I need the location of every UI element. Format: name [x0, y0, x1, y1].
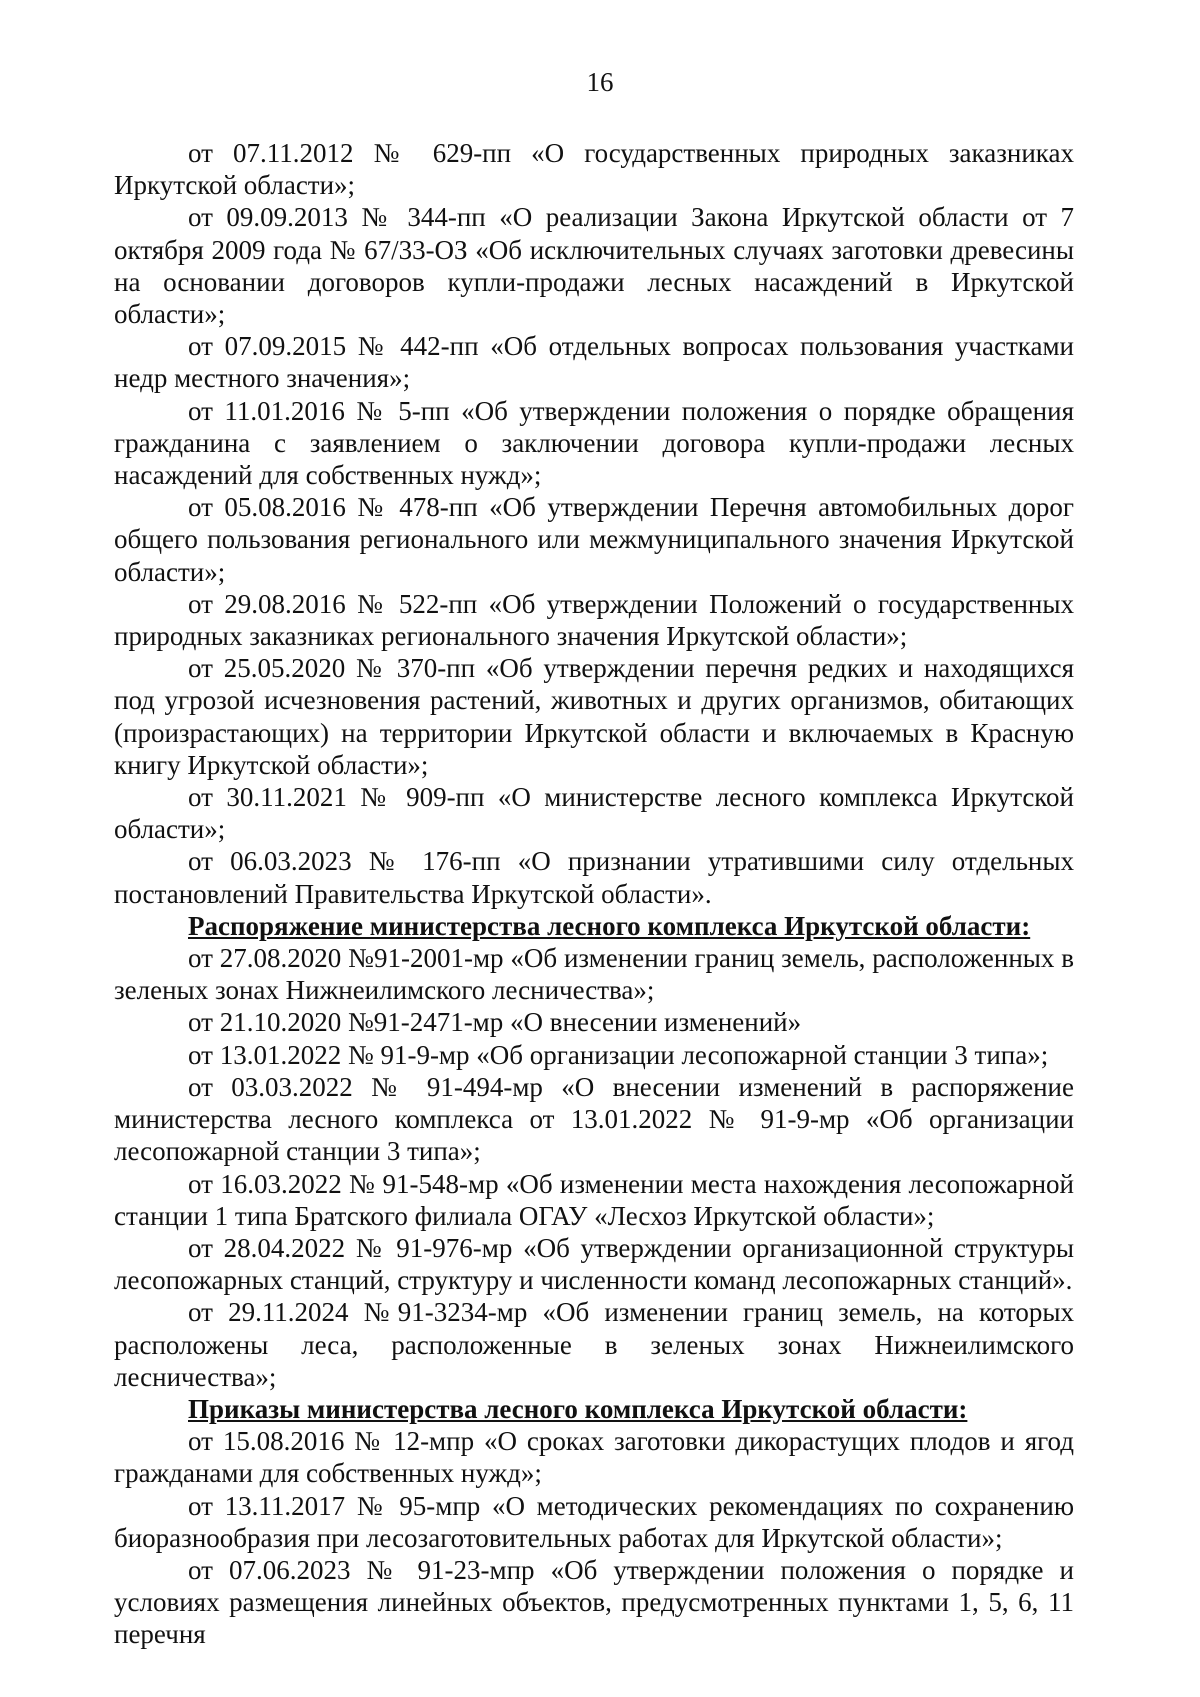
directive-91-23-mpr: от 07.06.2023 № 91-23-мпр «Об утверждении положения о порядке и условиях размещения линейных объектов, предусмотренных пунктами 1, 5, 6, 11 перечня	[114, 1554, 1074, 1650]
page-number: 16	[586, 67, 614, 97]
directive-95-mpr: от 13.11.2017 № 95-мпр «О методических рекомендациях по сохранению биоразнообразия при лесозаготовительных работах для Иркутской области»;	[114, 1490, 1074, 1553]
decree-5-pp: от 11.01.2016 № 5-пп «Об утверждении положения о порядке обращения гражданина с заявлением о заключении договора купли-продажи лесных насаждений для собственных нужд»;	[114, 395, 1074, 491]
document-body	[114, 137, 1074, 1651]
decree-344-pp: от 09.09.2013 № 344-пп «О реализации Закона Иркутской области от 7 октября 2009 года № 67/33-ОЗ «Об исключительных случаях заготовки древесины на основании договоров купли-продажи лесных насаждений в Иркутской области»;	[114, 202, 1074, 330]
order-91-9-mr: от 13.01.2022 № 91-9-мр «Об организации лесопожарной станции 3 типа»;	[188, 1039, 1049, 1070]
decree-478-pp: от 05.08.2016 № 478-пп «Об утверждении Перечня автомобильных дорог общего пользования регионального или межмуниципального значения Иркутской области»;	[114, 492, 1074, 587]
decree-629-pp: от 07.11.2012 № 629-пп «О государственных природных заказниках Иркутской области»;	[114, 138, 1074, 201]
decree-909-pp: от 30.11.2021 № 909-пп «О министерстве лесного комплекса Иркутской области»;	[114, 782, 1074, 845]
directive-12-mpr: от 15.08.2016 № 12-мпр «О сроках заготовки дикорастущих плодов и ягод гражданами для собственных нужд»;	[114, 1426, 1074, 1489]
decree-522-pp: от 29.08.2016 № 522-пп «Об утверждении Положений о государственных природных заказниках регионального значения Иркутской области»;	[114, 588, 1074, 652]
order-91-2001-mr: от 27.08.2020 №91-2001-мр «Об изменении границ земель, расположенных в зеленых зонах Нижнеилимского лесничества»;	[114, 943, 1074, 1006]
order-91-548-mr: от 16.03.2022 № 91-548-мр «Об изменении места нахождения лесопожарной станции 1 типа Братского филиала ОГАУ «Лесхоз Иркутской области»;	[114, 1168, 1074, 1231]
order-91-976-mr: от 28.04.2022 № 91-976-мр «Об утверждении организационной структуры лесопожарных станций, структуру и численности команд лесопожарных станций».	[114, 1232, 1074, 1296]
decree-370-pp: от 25.05.2020 № 370-пп «Об утверждении перечня редких и находящихся под угрозой исчезновения растений, животных и других организмов, обитающих (произрастающих) на территории Иркутской области и включаемых в Красную книгу Иркутской области»;	[114, 653, 1074, 780]
order-91-494-mr: от 03.03.2022 № 91-494-мр «О внесении изменений в распоряжение министерства лесного комплекса от 13.01.2022 № 91-9-мр «Об организации лесопожарной станции 3 типа»;	[114, 1071, 1074, 1167]
decree-176-pp: от 06.03.2023 № 176-пп «О признании утратившими силу отдельных постановлений Правительства Иркутской области».	[114, 846, 1074, 909]
order-91-2471-mr: от 21.10.2020 №91-2471-мр «О внесении изменений»	[188, 1007, 802, 1038]
section-heading-orders: Распоряжение министерства лесного комплекса Иркутской области:	[188, 910, 1031, 941]
section-heading-directives: Приказы министерства лесного комплекса Иркутской области:	[188, 1393, 968, 1424]
decree-442-pp: от 07.09.2015 № 442-пп «Об отдельных вопросах пользования участками недр местного значения»;	[114, 331, 1074, 394]
order-91-3234-mr: от 29.11.2024 №91-3234-мр «Об изменении границ земель, на которых расположены леса, расположенные в зеленых зонах Нижнеилимского лесничества»;	[114, 1297, 1074, 1392]
